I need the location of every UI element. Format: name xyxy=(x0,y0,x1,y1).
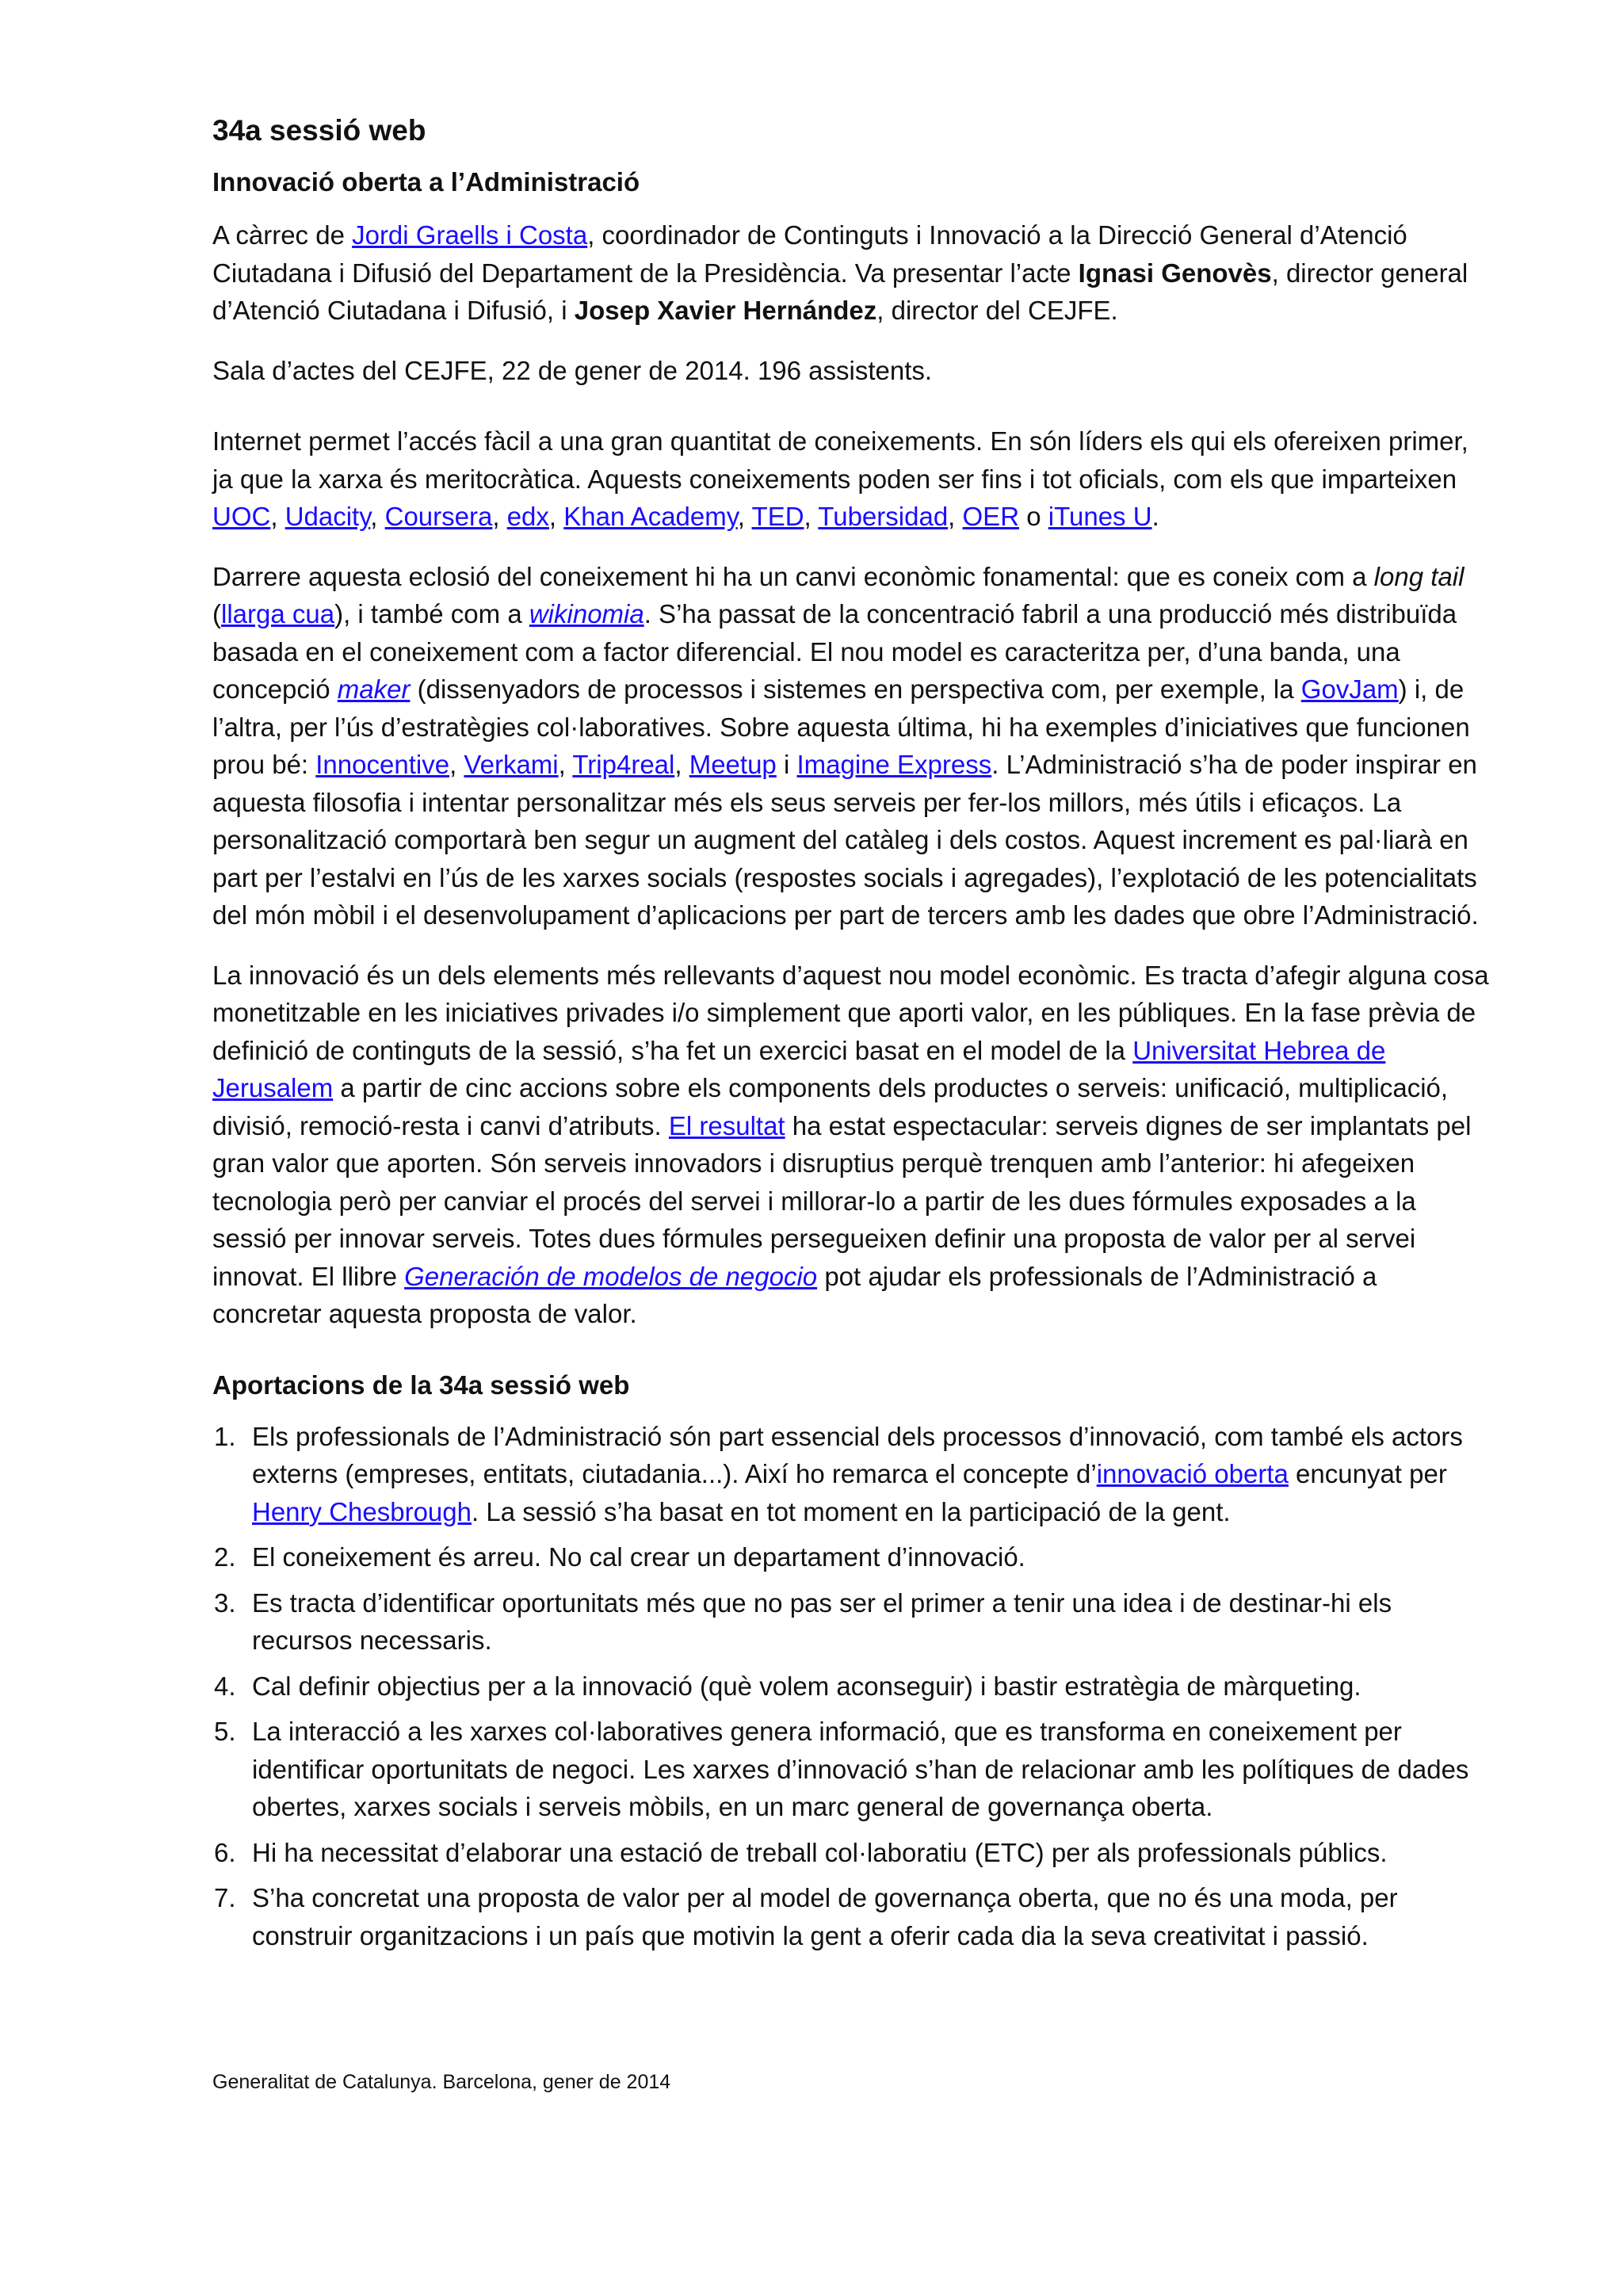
page-subtitle: Innovació oberta a l’Administració xyxy=(212,167,640,197)
page-footer: Generalitat de Catalunya. Barcelona, gener de 2014 xyxy=(212,2071,671,2093)
list-number: 3. xyxy=(214,1587,236,1618)
paragraph-internet: Internet permet l’accés fàcil a una gran quantitat de coneixements. En són líders els qui els ofereixen primer, ja que la xarxa és meritocràtica. Aquests coneixements poden ser fins i tot oficials, com els que imparteixen UOC, Udacity, Coursera, edx, Khan Academy, TED, Tubersidad, OER o iTunes U. xyxy=(212,426,1468,531)
list-item: 2. El coneixement és arreu. No cal crear un departament d’innovació. xyxy=(212,1538,1492,1576)
paragraph-long-tail: Darrere aquesta eclosió del coneixement hi ha un canvi econòmic fonamental: que es coneix com a long tail (llarga cua), i també com a wikinomia. S’ha passat de la concentració fabril a una producció més distribuïda basada en el coneixement com a factor diferencial. El nou model es caracteritza per, d’una banda, una concepció maker (dissenyadors de processos i sistemes en perspectiva com, per exemple, la GovJam) i, de l’altra, per l’ús d’estratègies col·laboratives. Sobre aquesta última, hi ha exemples d’iniciatives que funcionen prou bé: Innocentive, Verkami, Trip4real, Meetup i Imagine Express. L’Administració s’ha de poder inspirar en aquesta filosofia i intentar personalitzar més els seus serveis per fer-los millors, més útils i eficaços. La personalització comportarà ben segur un augment del catàleg i dels costos. Aquest increment es pal·liarà en part per l’estalvi en l’ús de les xarxes socials (respostes socials i agregades), l’explotació de les potencialitats del món mòbil i el desenvolupament d’aplicacions per part de tercers amb les dades que obre l’Administració. xyxy=(212,561,1479,930)
name-ignasi-genoves: Ignasi Genovès xyxy=(1078,258,1272,288)
link-meetup[interactable]: Meetup xyxy=(689,750,777,779)
intro-paragraph: A càrrec de Jordi Graells i Costa, coordinador de Continguts i Innovació a la Direcció General d’Atenció Ciutadana i Difusió del Departament de la Presidència. Va presentar l’acte Ignasi Genovès, director general d’Atenció Ciutadana i Difusió, i Josep Xavier Hernández, director del CEJFE. xyxy=(212,220,1468,325)
link-tubersidad[interactable]: Tubersidad xyxy=(818,502,949,531)
link-maker[interactable]: maker xyxy=(337,674,411,704)
link-uoc[interactable]: UOC xyxy=(212,502,271,531)
list-number: 6. xyxy=(214,1837,236,1867)
list-item: 4. Cal definir objectius per a la innovació (què volem aconseguir) i bastir estratègia de màrqueting. xyxy=(212,1668,1492,1706)
link-itunes-u[interactable]: iTunes U xyxy=(1048,502,1152,531)
list-number: 5. xyxy=(214,1717,236,1746)
list-item: 1. Els professionals de l’Administració són part essencial dels processos d’innovació, com també els actors externs (empreses, entitats, ciutadania...). Així ho remarca el concepte d’innovació oberta encunyat per Henry Chesbrough. La sessió s’ha basat en tot moment en la participació de la gent. xyxy=(212,1418,1492,1531)
paragraph-innovation: La innovació és un dels elements més rellevants d’aquest nou model econòmic. Es tracta d’afegir alguna cosa monetitzable en les iniciatives privades i/o simplement que aporti valor, en les públiques. En la fase prèvia de definició de continguts de la sessió, s’ha fet un exercici basat en el model de la Universitat Hebrea de Jerusalem a partir de cinc accions sobre els components dels productes o serveis: unificació, multiplicació, divisió, remoció-resta i canvi d’atributs. El resultat ha estat espectacular: serveis dignes de ser implantats pel gran valor que aporten. Són serveis innovadors i disruptius perquè trenquen amb l’anterior: hi afegeixen tecnologia però per canviar el procés del servei i millorar-lo a partir de les dues fórmules exposades a la sessió per innovar serveis. Totes dues fórmules persegueixen definir una proposta de valor per al servei innovat. El llibre Generación de modelos de negocio pot ajudar els professionals de l’Administració a concretar aquesta proposta de valor. xyxy=(212,960,1489,1328)
list-number: 1. xyxy=(214,1421,236,1451)
contributions-list xyxy=(212,1418,1492,1955)
list-item: 6. Hi ha necessitat d’elaborar una estació de treball col·laboratiu (ETC) per als professionals públics. xyxy=(212,1834,1492,1872)
link-imagine-express[interactable]: Imagine Express xyxy=(796,750,992,779)
link-generacion-modelos-negocio[interactable]: Generación de modelos de negocio xyxy=(404,1261,818,1291)
link-el-resultat[interactable]: El resultat xyxy=(668,1110,785,1140)
link-jordi-graells[interactable]: Jordi Graells i Costa xyxy=(352,220,588,250)
link-ted[interactable]: TED xyxy=(751,502,804,531)
link-oer[interactable]: OER xyxy=(962,502,1020,531)
link-innocentive[interactable]: Innocentive xyxy=(315,750,450,779)
link-wikinomia[interactable]: wikinomia xyxy=(529,599,644,628)
link-coursera[interactable]: Coursera xyxy=(384,502,493,531)
contributions-heading: Aportacions de la 34a sessió web xyxy=(212,1370,630,1400)
page-title: 34a sessió web xyxy=(212,114,426,147)
name-josep-xavier-hernandez: Josep Xavier Hernández xyxy=(574,296,877,325)
link-khan-academy[interactable]: Khan Academy xyxy=(563,502,738,531)
list-item: 7. S’ha concretat una proposta de valor per al model de governança oberta, que no és una moda, per construir organitzacions i un país que motivin la gent a oferir cada dia la seva creativitat i passió. xyxy=(212,1879,1492,1954)
venue-paragraph: Sala d’actes del CEJFE, 22 de gener de 2014. 196 assistents. xyxy=(212,355,933,385)
list-item: 3. Es tracta d’identificar oportunitats més que no pas ser el primer a tenir una idea i de destinar-hi els recursos necessaris. xyxy=(212,1584,1492,1660)
document-body xyxy=(212,111,1492,1962)
list-number: 2. xyxy=(214,1542,236,1572)
link-verkami[interactable]: Verkami xyxy=(464,750,559,779)
link-universitat-hebrea[interactable]: Universitat Hebrea de Jerusalem xyxy=(212,1035,1386,1102)
link-govjam[interactable]: GovJam xyxy=(1300,674,1399,704)
link-innovacio-oberta[interactable]: innovació oberta xyxy=(1096,1459,1289,1488)
link-edx[interactable]: edx xyxy=(506,502,549,531)
list-item: 5. La interacció a les xarxes col·laboratives genera informació, que es transforma en coneixement per identificar oportunitats de negoci. Les xarxes d’innovació s’han de relacionar amb les polítiques de dades obertes, xarxes socials i serveis mòbils, en un marc general de governança oberta. xyxy=(212,1713,1492,1826)
link-udacity[interactable]: Udacity xyxy=(285,502,371,531)
list-number: 4. xyxy=(214,1671,236,1701)
term-long-tail: long tail xyxy=(1373,561,1465,591)
link-trip4real[interactable]: Trip4real xyxy=(572,750,675,779)
list-number: 7. xyxy=(214,1883,236,1912)
link-henry-chesbrough[interactable]: Henry Chesbrough xyxy=(252,1496,472,1526)
link-llarga-cua[interactable]: llarga cua xyxy=(221,599,335,628)
